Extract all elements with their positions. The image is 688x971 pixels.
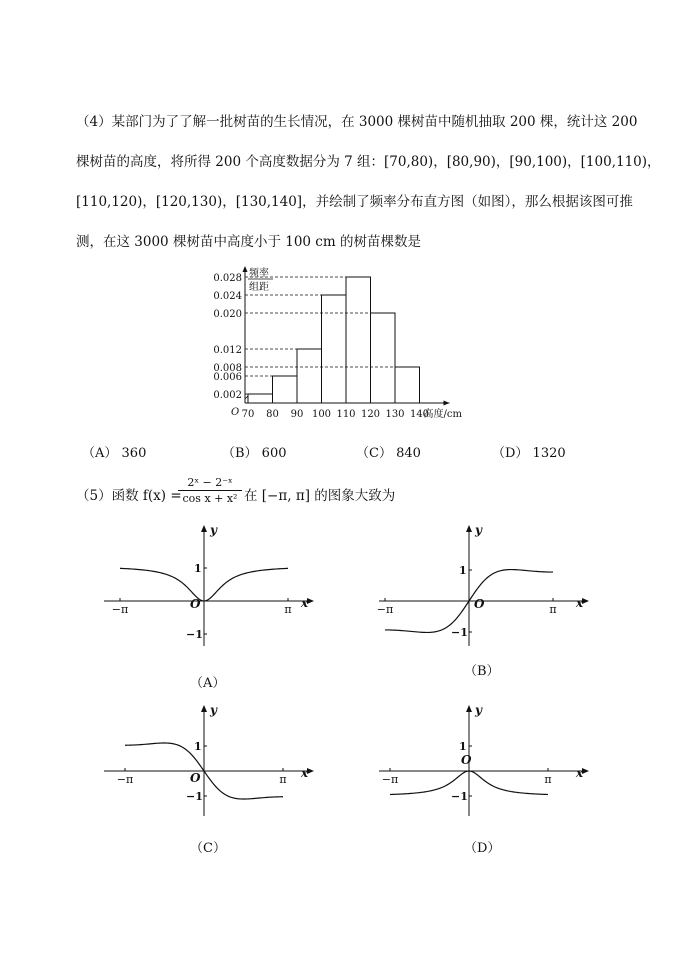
- x-axis-label: x: [575, 766, 583, 780]
- x-axis-arrow: [307, 768, 314, 774]
- y-tick-label: 0.012: [213, 345, 242, 356]
- origin-label: O: [461, 753, 472, 767]
- y-tick-label: 0.008: [213, 363, 242, 374]
- pi-label: π: [549, 603, 557, 616]
- graph-c: [100, 700, 320, 820]
- histogram-bar: [273, 376, 298, 403]
- x-axis-arrow: [444, 401, 450, 406]
- x-axis-arrow: [307, 598, 314, 604]
- graph-a-label[interactable]: （A）: [190, 676, 226, 691]
- histogram-bar: [297, 349, 322, 403]
- x-axis-label: x: [300, 766, 308, 780]
- neg-pi-label: −π: [111, 603, 129, 616]
- neg-one-label: −1: [186, 790, 203, 803]
- y-tick-label: 0.006: [213, 372, 242, 383]
- pi-label: π: [544, 773, 552, 786]
- q4-option-c[interactable]: （C） 840: [356, 446, 421, 461]
- neg-one-label: −1: [451, 790, 468, 803]
- one-label: 1: [194, 562, 202, 575]
- q4-option-a[interactable]: （A） 360: [82, 446, 147, 461]
- histogram-bar: [371, 313, 396, 403]
- y-tick-label: 0.020: [213, 309, 242, 320]
- one-label: 1: [194, 740, 202, 753]
- y-axis-arrow: [201, 525, 207, 532]
- x-axis-label: x: [575, 596, 583, 610]
- y-label-top: 频率: [249, 268, 269, 279]
- histogram-bar: [395, 367, 420, 403]
- q4-option-b[interactable]: （B） 600: [222, 446, 287, 461]
- graph-d: [375, 700, 595, 820]
- x-axis-arrow: [582, 598, 589, 604]
- y-tick-label: 0.024: [213, 291, 242, 302]
- y-axis-label: y: [210, 523, 217, 537]
- x-tick-label: 120: [360, 409, 381, 420]
- q5-suffix: 在 [−π, π] 的图象大致为: [244, 488, 396, 504]
- q5-prefix: （5）函数 f(x) =: [76, 488, 182, 504]
- q4-line-4: 测，在这 3000 棵树苗中高度小于 100 cm 的树苗棵数是: [76, 234, 421, 250]
- origin-label: O: [190, 771, 201, 785]
- y-axis-arrow: [243, 266, 248, 272]
- origin-label: O: [190, 597, 201, 611]
- neg-pi-label: −π: [376, 603, 394, 616]
- histogram-bar: [248, 394, 273, 403]
- x-tick-label: 80: [266, 409, 279, 420]
- q4-option-d[interactable]: （D） 1320: [492, 446, 566, 461]
- x-axis-label: 高度/cm: [423, 409, 462, 420]
- y-axis-arrow: [466, 525, 472, 532]
- x-tick-label: 70: [241, 409, 255, 420]
- x-tick-label: 130: [385, 409, 405, 420]
- one-label: 1: [459, 564, 467, 577]
- graph-a: [100, 520, 320, 650]
- y-label-bottom: 组距: [249, 282, 269, 293]
- neg-pi-label: −π: [381, 773, 399, 786]
- pi-label: π: [279, 773, 287, 786]
- q5-fraction: [178, 476, 242, 505]
- histogram-chart: [190, 262, 490, 422]
- x-tick-label: 140: [409, 409, 430, 420]
- y-tick-label: 0.002: [213, 390, 242, 401]
- neg-one-label: −1: [451, 626, 468, 639]
- x-axis-label: x: [300, 596, 308, 610]
- graph-b: [375, 520, 595, 650]
- q4-line-2: 棵树苗的高度，将所得 200 个高度数据分为 7 组：[70,80)，[80,90)，[90,100)，[100,110)，: [76, 154, 661, 170]
- pi-label: π: [284, 603, 292, 616]
- x-tick-label: 90: [290, 409, 304, 420]
- y-tick-label: 0.028: [213, 273, 242, 284]
- y-axis-label: y: [475, 523, 482, 537]
- x-tick-label: 110: [336, 409, 356, 420]
- graph-d-label[interactable]: （D）: [464, 841, 501, 856]
- origin-label: O: [474, 597, 485, 611]
- neg-pi-label: −π: [116, 773, 134, 786]
- q4-line-1: （4）某部门为了了解一批树苗的生长情况，在 3000 棵树苗中随机抽取 200 棵，统计这 200: [76, 114, 638, 130]
- histogram-bar: [322, 295, 347, 403]
- q5-denominator: cos x + x²: [182, 492, 238, 505]
- y-axis-label: y: [210, 703, 217, 717]
- x-axis-arrow: [582, 768, 589, 774]
- graph-c-label[interactable]: （C）: [190, 841, 226, 856]
- q4-line-3: [110,120)，[120,130)，[130,140]，并绘制了频率分布直方图（如图），那么根据该图可推: [76, 194, 633, 210]
- one-label: 1: [459, 740, 467, 753]
- graph-b-label[interactable]: （B）: [464, 664, 500, 679]
- histogram-bar: [346, 277, 371, 403]
- neg-one-label: −1: [186, 628, 203, 641]
- q5-numerator: 2ˣ − 2⁻ˣ: [178, 476, 242, 491]
- y-axis-arrow: [201, 705, 207, 712]
- x-tick-label: 100: [311, 409, 332, 420]
- y-axis-arrow: [466, 705, 472, 712]
- origin-label: O: [231, 407, 240, 418]
- y-axis-label: y: [475, 703, 482, 717]
